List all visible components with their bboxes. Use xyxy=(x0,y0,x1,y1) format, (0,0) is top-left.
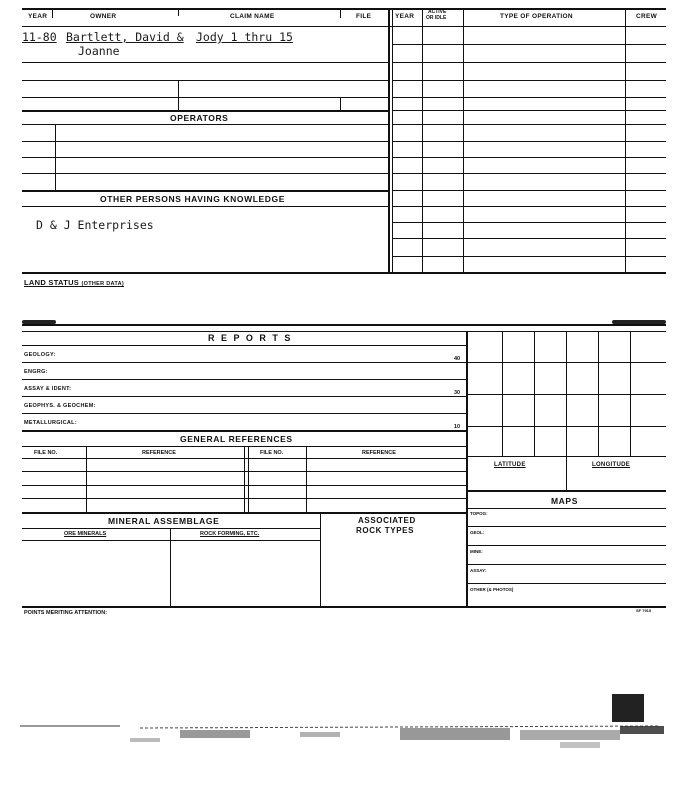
row-line xyxy=(392,222,666,223)
row-line xyxy=(466,508,666,509)
row-line xyxy=(392,206,666,207)
entry-owner-line2: Joanne xyxy=(78,44,120,58)
row-line xyxy=(22,396,466,397)
maps-assay: ASSAY: xyxy=(470,568,487,573)
maps-other: OTHER (& PHOTOS) xyxy=(470,587,514,592)
row-line xyxy=(392,141,666,142)
row-line xyxy=(22,540,320,541)
grid-line xyxy=(466,426,666,427)
report-assay: ASSAY & IDENT: xyxy=(24,386,72,392)
header-type-of-operation: TYPE OF OPERATION xyxy=(500,13,573,20)
report-geophys: GEOPHYS. & GEOCHEM: xyxy=(24,403,96,409)
maps-geol: GEOL: xyxy=(470,530,485,535)
row-line xyxy=(392,44,666,45)
land-status-label: LAND STATUS xyxy=(24,278,80,287)
form-top-border xyxy=(22,324,666,326)
row-line xyxy=(22,345,466,346)
row-line xyxy=(22,97,388,98)
row-line xyxy=(392,110,666,111)
col-line xyxy=(306,446,307,512)
mineral-title: MINERAL ASSEMBLAGE xyxy=(108,516,220,526)
land-status-sub: (OTHER DATA) xyxy=(81,281,124,287)
assoc-label-1: ASSOCIATED xyxy=(358,516,416,525)
header-claim-name: CLAIM NAME xyxy=(230,13,275,20)
col-line xyxy=(340,97,341,110)
row-line xyxy=(392,62,666,63)
row-line xyxy=(466,564,666,565)
header-rule xyxy=(22,26,666,27)
grid-line xyxy=(466,394,666,395)
row-line xyxy=(466,490,666,492)
maps-topog: TOPOG: xyxy=(470,511,488,516)
header-or-idle: OR IDLE xyxy=(426,15,447,21)
form-top-border-2 xyxy=(22,331,666,332)
col-type xyxy=(463,8,464,272)
row-line xyxy=(22,141,388,142)
assoc-label-2: ROCK TYPES xyxy=(356,526,415,535)
longitude-label: LONGITUDE xyxy=(592,462,631,468)
row-line xyxy=(22,206,388,207)
entry-claim: Jody 1 thru 15 xyxy=(196,30,293,44)
grid-line xyxy=(566,331,567,491)
row-line xyxy=(392,124,666,125)
knowledge-value: D & J Enterprises xyxy=(36,218,154,232)
operators-title: OPERATORS xyxy=(170,113,229,123)
points-meriting-attention: POINTS MERITING ATTENTION: xyxy=(24,610,108,616)
latitude-label: LATITUDE xyxy=(494,462,526,468)
main-divider xyxy=(388,8,390,274)
row-line xyxy=(392,256,666,257)
report-assay-num: 30 xyxy=(454,390,461,396)
row-line xyxy=(22,413,466,414)
row-line xyxy=(392,157,666,158)
header-crew: CREW xyxy=(636,13,658,20)
header-year-2: YEAR xyxy=(395,13,415,20)
col-line xyxy=(178,80,179,110)
row-line xyxy=(22,512,466,514)
row-line xyxy=(22,62,388,63)
row-line xyxy=(22,80,388,81)
row-line xyxy=(22,157,388,158)
main-divider-inner xyxy=(392,8,393,272)
header-year: YEAR xyxy=(28,13,48,20)
col-crew xyxy=(625,8,626,272)
row-line xyxy=(22,379,466,380)
bottom-border xyxy=(22,272,666,274)
gr-file-no-2: FILE NO. xyxy=(260,450,284,456)
report-geology: GEOLOGY: xyxy=(24,352,56,358)
grid-line xyxy=(466,362,666,363)
scan-noise-band xyxy=(0,720,678,770)
ore-minerals-label: ORE MINERALS xyxy=(64,531,107,537)
grid-line xyxy=(466,456,666,457)
row-line xyxy=(392,80,666,81)
reports-title: R E P O R T S xyxy=(208,333,293,343)
report-geology-num: 40 xyxy=(454,356,461,362)
row-line xyxy=(22,190,388,192)
form-bottom-border xyxy=(22,606,666,608)
col-line xyxy=(248,446,249,512)
col-active xyxy=(422,8,423,272)
report-metallurgical: METALLURGICAL: xyxy=(24,420,77,426)
row-line xyxy=(22,362,466,363)
gr-reference-1: REFERENCE xyxy=(142,450,176,456)
land-status-title xyxy=(24,278,124,287)
col-line xyxy=(55,124,56,190)
gr-reference-2: REFERENCE xyxy=(362,450,396,456)
col-line xyxy=(86,446,87,512)
header-file: FILE xyxy=(356,13,372,20)
row-line xyxy=(392,97,666,98)
knowledge-title: OTHER PERSONS HAVING KNOWLEDGE xyxy=(100,194,286,204)
maps-mine: MINE: xyxy=(470,549,483,554)
col-line xyxy=(170,528,171,606)
report-engrg: ENGRG: xyxy=(24,369,48,375)
general-refs-title: GENERAL REFERENCES xyxy=(180,434,293,444)
col-line xyxy=(320,512,321,606)
header-owner: OWNER xyxy=(90,13,117,20)
col-line xyxy=(244,446,245,512)
row-line xyxy=(392,238,666,239)
row-line xyxy=(466,545,666,546)
maps-title: MAPS xyxy=(551,496,578,506)
row-line xyxy=(22,173,388,174)
black-square-mark xyxy=(612,694,644,722)
rock-forming-label: ROCK FORMING, ETC. xyxy=(200,531,260,537)
tick xyxy=(52,8,53,18)
row-line xyxy=(22,110,388,112)
tick xyxy=(178,8,179,16)
top-border xyxy=(22,8,666,10)
row-line xyxy=(392,190,666,191)
row-line xyxy=(466,583,666,584)
gr-file-no-1: FILE NO. xyxy=(34,450,58,456)
header-active: ACTIVE xyxy=(428,9,447,15)
entry-year: 11-80 xyxy=(22,30,57,44)
report-metallurgical-num: 10 xyxy=(454,424,461,430)
row-line xyxy=(22,430,466,432)
row-line xyxy=(392,173,666,174)
entry-owner-line1: Bartlett, David & xyxy=(66,30,184,44)
row-line xyxy=(22,528,320,529)
form-number: SF 7915 xyxy=(636,608,652,613)
row-line xyxy=(22,124,388,125)
tick xyxy=(340,8,341,18)
row-line xyxy=(466,526,666,527)
